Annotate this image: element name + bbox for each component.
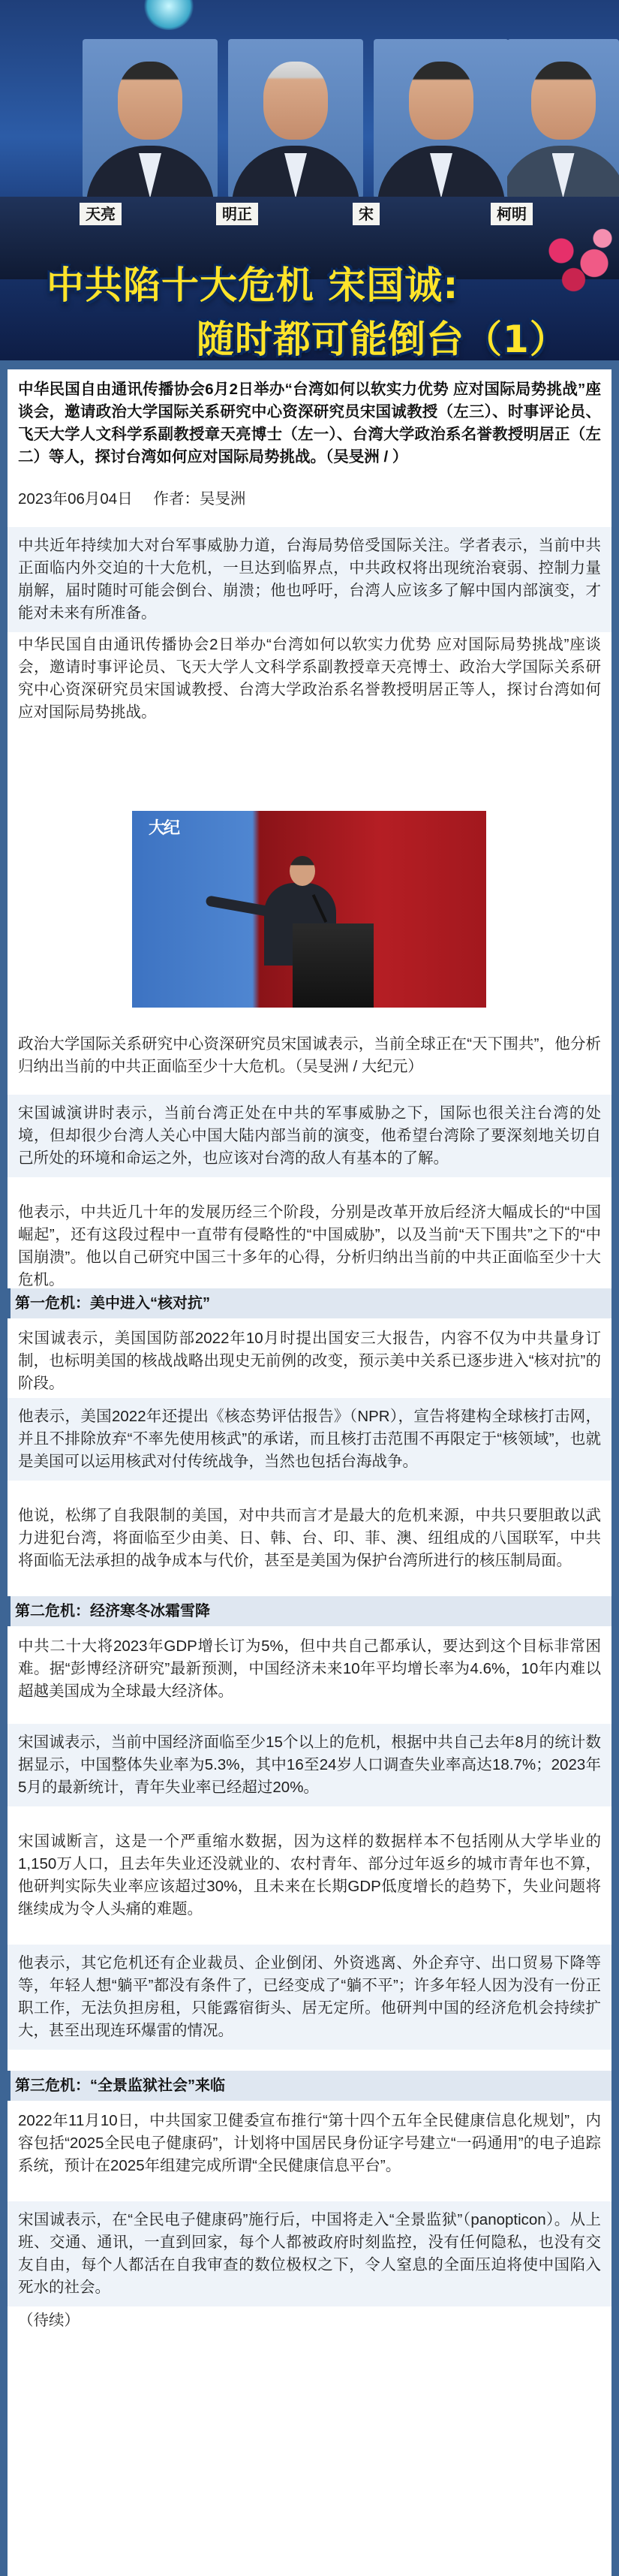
section-heading: 第一危机：美中进入“核对抗” [8, 1288, 611, 1318]
paragraph: 宋国诚演讲时表示，当前台湾正处在中共的军事威胁之下，国际也很关注台湾的处境，但却很少台湾人关心中国大陆内部当前的演变，他希望台湾除了要深刻地关切自己所处的环境和命运之外，也应该对台湾的敌人有基本的了解。 [8, 1095, 611, 1177]
stage-light [143, 0, 195, 30]
headline-line-1: 中共陷十大危机 宋国诚: [47, 264, 459, 307]
paragraph: 中华民国自由通讯传播协会2日举办“台湾如何以软实力优势 应对国际局势挑战”座谈会，邀请时事评论员、飞天大学人文科学系副教授章天亮博士、政治大学国际关系研究中心资深研究员宋国诚教授、台湾大学政治系名誉教授明居正等人，探讨台湾如何应对国际局势挑战。 [18, 636, 601, 721]
paragraph: 宋国诚表示，当前中国经济面临至少15个以上的危机，根据中共自己去年8月的统计数据显示，中国整体失业率为5.3%，其中16至24岁人口调查失业率高达18.7%；2023年5月的最新统计，青年失业率已经超过20%。 [8, 1724, 611, 1806]
lead-paragraph: 中华民国自由通讯传播协会6月2日举办“台湾如何以软实力优势 应对国际局势挑战”座谈会，邀请政治大学国际关系研究中心资深研究员宋国诚教授（左三）、时事评论员、飞天大学人文科学系副教授章天亮博士（左一）、台湾大学政治系名誉教授明居正（左二）等人，探讨台湾如何应对国际局势挑战。（吴旻洲 / ） [18, 381, 601, 465]
paragraph: 他说，松绑了自我限制的美国，对中共而言才是最大的危机来源，中共只要胆敢以武力进犯台湾，将面临至少由美、日、韩、台、印、菲、澳、纽组成的八国联军，中共将面临无法承担的战争成本与代价，甚至是美国为保护台湾所进行的核压制局面。 [18, 1507, 601, 1569]
name-card: 柯明 [491, 203, 533, 225]
article-author: 作者：吴旻洲 [153, 490, 246, 508]
name-card: 天亮 [80, 203, 122, 225]
speaker-photo [132, 811, 486, 1008]
name-card: 明正 [216, 203, 258, 225]
paragraph: 宋国诚表示，美国国防部2022年10月时提出国安三大报告，内容不仅为中共量身订制，也标明美国的核战战略出现史无前例的改变，预示美中关系已逐步进入“核对抗”的阶段。 [18, 1330, 601, 1392]
speaker-portrait-4 [507, 39, 619, 198]
paragraph: 他表示，其它危机还有企业裁员、企业倒闭、外资逃离、外企弃守、出口贸易下降等等，年轻人想“躺平”都没有条件了，已经变成了“躺不平”；许多年轻人因为没有一份正职工作，无法负担房租，只能露宿街头、居无定所。他研判中国的经济危机会持续扩大，甚至出现连环爆雷的情况。 [8, 1945, 611, 2050]
paragraph: 宋国诚断言，这是一个严重缩水数据，因为这样的数据样本不包括刚从大学毕业的1,150万人口，且去年失业还没就业的、农村青年、部分过年返乡的城市青年也不算，他研判实际失业率应该超过30%，且未来在长期GDP低度增长的趋势下，失业问题将继续成为令人头痛的难题。 [18, 1833, 601, 1918]
article-body [8, 369, 611, 2576]
name-card: 宋 [353, 203, 380, 225]
paragraph: 他表示，美国2022年还提出《核态势评估报告》（NPR），宣告将建构全球核打击网，并且不排除放弃“不率先使用核武”的承诺，而且核打击范围不再限定于“核领域”，也就是美国可以运用核武对付传统战争，当然也包括台海战争。 [8, 1398, 611, 1481]
paragraph: 宋国诚表示，在“全民电子健康码”施行后，中国将走入“全景监狱”（panopticon）。从上班、交通、通讯，一直到回家，每个人都被政府时刻监控，没有任何隐私，也没有交友自由，每个人都活在自我审查的数位极权之下，令人窒息的全面压迫将使中国陷入死水的社会。 [8, 2201, 611, 2306]
headline-line-2: 随时都可能倒台（1） [197, 318, 568, 360]
hero-banner-image [0, 0, 619, 360]
paragraph: 他表示，中共近几十年的发展历经三个阶段，分别是改革开放后经济大幅成长的“中国崛起”，还有这段过程中一直带有侵略性的“中国威胁”，以及当前“天下围共”之下的“中国崩溃”。他以自己研究中国三十多年的心得，分析归纳出当前的中共正面临至少十大危机。 [18, 1204, 601, 1288]
article-meta [8, 484, 611, 515]
paragraph: 中共近年持续加大对台军事威胁力道，台海局势倍受国际关注。学者表示，当前中共正面临内外交迫的十大危机，一旦达到临界点，中共政权将出现统治衰弱、控制力量崩解，届时随时可能会倒台、崩溃；他也呼吁，台湾人应该多了解中国内部演变，才能对未来有所准备。 [8, 527, 611, 632]
paragraph: 2022年11月10日，中共国家卫健委宣布推行“第十四个五年全民健康信息化规划”，内容包括“2025全民电子健康码”，计划将中国居民身份证字号建立“一码通用”的电子追踪系统，预计在2025年组建完成所谓“全民健康信息平台”。 [18, 2112, 601, 2174]
article-date: 2023年06月04日 [18, 490, 133, 508]
speaker-portrait-1 [83, 39, 218, 198]
to-be-continued: （待续） [18, 2312, 80, 2329]
photo-caption: 政治大学国际关系研究中心资深研究员宋国诚表示，当前全球正在“天下围共”，他分析归纳出当前的中共正面临至少十大危机。（吴旻洲 / 大纪元） [18, 1035, 601, 1075]
section-heading: 第三危机：“全景监狱社会”来临 [8, 2071, 611, 2101]
photo-logo: 大纪 [149, 818, 179, 837]
paragraph: 中共二十大将2023年GDP增长订为5%，但中共自己都承认，要达到这个目标非常困难。据“彭博经济研究”最新预测，中国经济未来10年平均增长率为4.6%，10年内难以超越美国成为全球最大经济体。 [18, 1637, 601, 1700]
speaker-portrait-2 [228, 39, 363, 198]
section-heading: 第二危机：经济寒冬冰霜雪降 [8, 1596, 611, 1626]
speaker-portrait-3 [374, 39, 509, 198]
